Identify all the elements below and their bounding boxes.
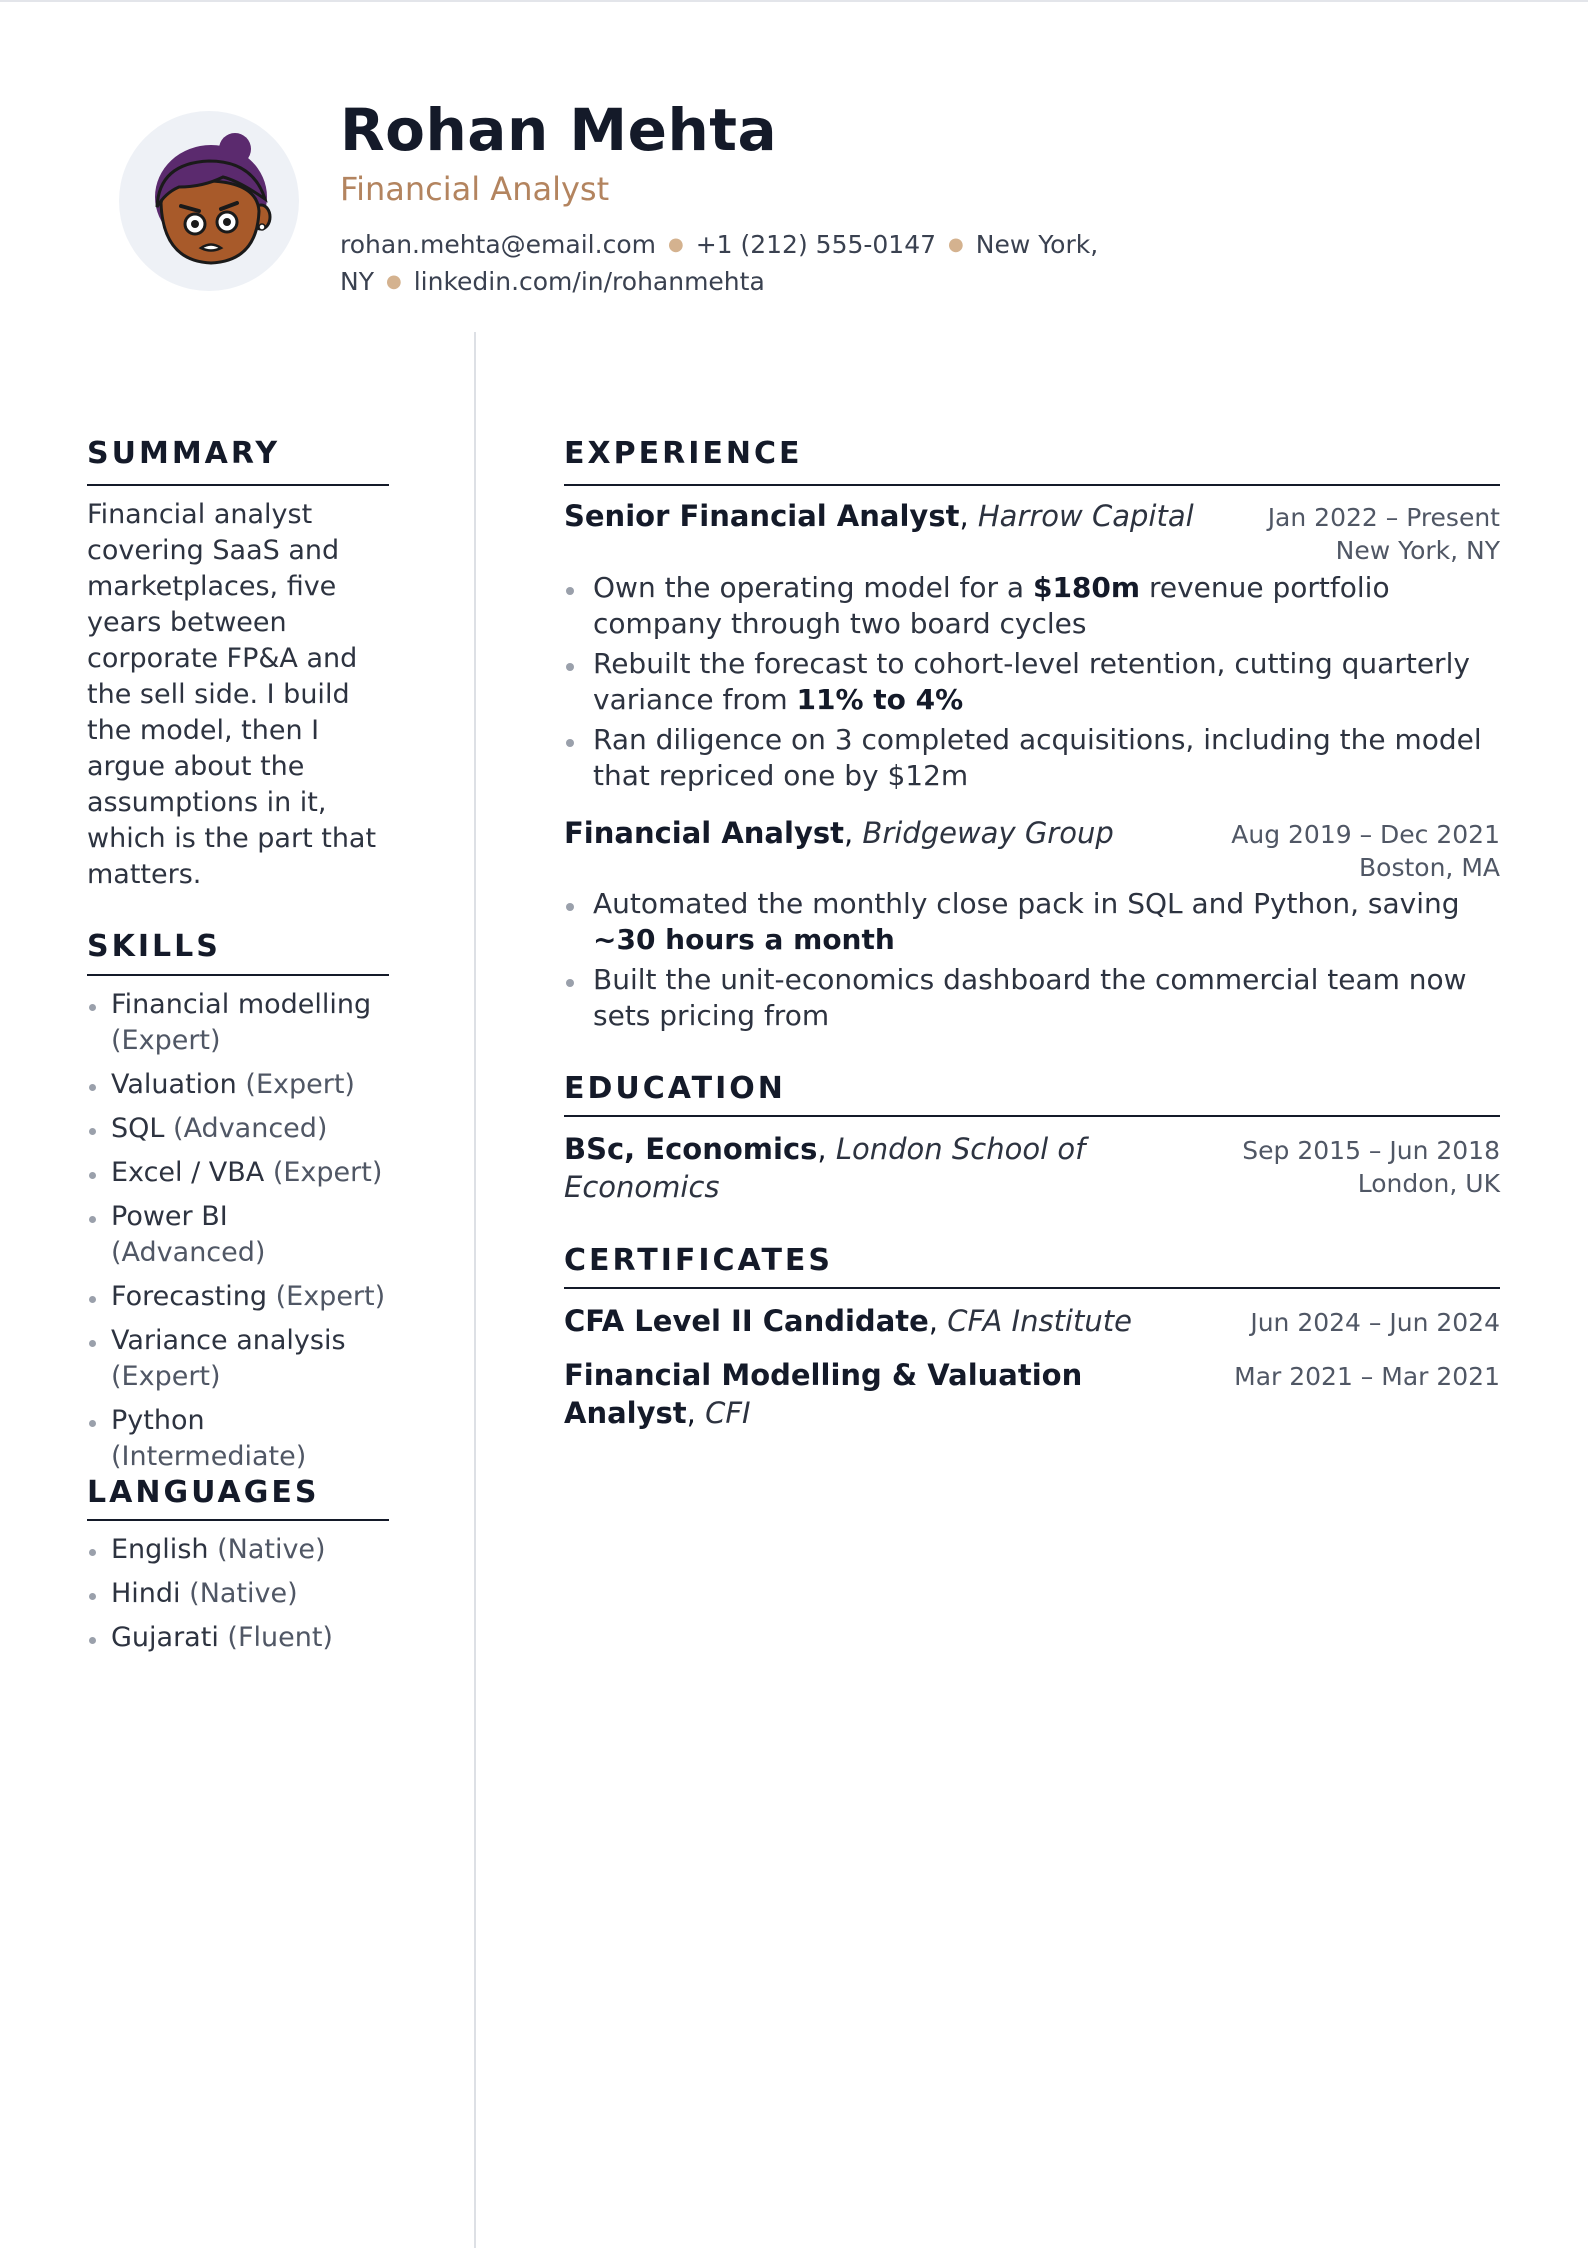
job-company: Bridgeway Group bbox=[862, 816, 1114, 850]
skill-item: Excel / VBA (Expert) bbox=[87, 1155, 389, 1191]
candidate-role: Financial Analyst bbox=[340, 170, 610, 208]
certificate-name: Financial Modelling & Valuation Analyst bbox=[564, 1358, 1083, 1430]
job-location: Boston, MA bbox=[1359, 853, 1500, 882]
certificate-title-line: CFA Level II Candidate, CFA Institute bbox=[564, 1304, 1132, 1338]
candidate-name: Rohan Mehta bbox=[340, 96, 778, 164]
certificate-issuer: CFA Institute bbox=[947, 1304, 1132, 1338]
job-title: Senior Financial Analyst bbox=[564, 499, 960, 533]
location-text: New York, NY bbox=[340, 230, 1099, 296]
job-company: Harrow Capital bbox=[977, 499, 1194, 533]
column-divider bbox=[474, 332, 476, 2248]
job-title: Financial Analyst bbox=[564, 816, 844, 850]
certificates-rule bbox=[564, 1287, 1500, 1289]
job-meta bbox=[1268, 501, 1500, 567]
certificate-issuer: CFI bbox=[705, 1396, 751, 1430]
job-title-line: Senior Financial Analyst, Harrow Capital bbox=[564, 499, 1194, 533]
contact-line bbox=[340, 228, 1100, 302]
education-school: London School of Economics bbox=[564, 1132, 1086, 1204]
job-bullet: Own the operating model for a $180m revenue portfolio company through two board cycles bbox=[564, 570, 1500, 642]
job-bullet: Rebuilt the forecast to cohort-level retention, cutting quarterly variance from 11% to 4% bbox=[564, 646, 1500, 718]
languages-rule bbox=[87, 1519, 389, 1521]
linkedin-link[interactable]: linkedin.com/in/rohanmehta bbox=[413, 267, 765, 296]
certificate-dates: Mar 2021 – Mar 2021 bbox=[1234, 1362, 1500, 1391]
skills-list-container bbox=[87, 987, 389, 1483]
education-rule bbox=[564, 1115, 1500, 1117]
job-bullets bbox=[564, 570, 1500, 798]
language-item: Hindi (Native) bbox=[87, 1576, 389, 1612]
top-rule bbox=[0, 0, 1588, 2]
experience-heading: EXPERIENCE bbox=[564, 436, 803, 471]
summary-heading: SUMMARY bbox=[87, 436, 281, 471]
cartoon-person-avatar-icon bbox=[119, 111, 299, 291]
phone-text: +1 (212) 555-0147 bbox=[695, 230, 937, 259]
job-location: New York, NY bbox=[1335, 536, 1500, 565]
skills-rule bbox=[87, 974, 389, 976]
education-meta bbox=[1242, 1134, 1500, 1200]
job-title-line: Financial Analyst, Bridgeway Group bbox=[564, 816, 1114, 850]
language-item: Gujarati (Fluent) bbox=[87, 1620, 389, 1656]
languages-heading: LANGUAGES bbox=[87, 1475, 320, 1510]
education-title-line: BSc, Economics, London School of Economics bbox=[564, 1132, 1086, 1204]
avatar bbox=[119, 111, 299, 291]
education-heading: EDUCATION bbox=[564, 1071, 786, 1106]
separator-dot-icon: ● bbox=[385, 271, 402, 292]
job-meta bbox=[1231, 818, 1500, 884]
job-bullet: Automated the monthly close pack in SQL and Python, saving ~30 hours a month bbox=[564, 886, 1500, 958]
email-link[interactable]: rohan.mehta@email.com bbox=[340, 230, 656, 259]
separator-dot-icon: ● bbox=[667, 234, 684, 255]
job-dates: Jan 2022 – Present bbox=[1267, 503, 1500, 532]
experience-rule bbox=[564, 484, 1500, 486]
summary-rule bbox=[87, 484, 389, 486]
skill-item: Power BI (Advanced) bbox=[87, 1199, 389, 1271]
languages-list bbox=[87, 1532, 389, 1656]
job-bullet: Built the unit-economics dashboard the commercial team now sets pricing from bbox=[564, 962, 1500, 1034]
skill-item: Forecasting (Expert) bbox=[87, 1279, 389, 1315]
education-location: London, UK bbox=[1357, 1169, 1500, 1198]
skill-item: SQL (Advanced) bbox=[87, 1111, 389, 1147]
job-bullet: Ran diligence on 3 completed acquisitions, including the model that repriced one by $12m bbox=[564, 722, 1500, 794]
job-bullets bbox=[564, 886, 1500, 1038]
separator-dot-icon: ● bbox=[948, 234, 964, 255]
skill-item: Financial modelling (Expert) bbox=[87, 987, 389, 1059]
languages-list-container bbox=[87, 1532, 389, 1664]
job-dates: Aug 2019 – Dec 2021 bbox=[1231, 820, 1500, 849]
skills-heading: SKILLS bbox=[87, 929, 221, 964]
skill-item: Python (Intermediate) bbox=[87, 1403, 389, 1475]
certificate-name: CFA Level II Candidate bbox=[564, 1304, 929, 1338]
education-dates: Sep 2015 – Jun 2018 bbox=[1242, 1136, 1500, 1165]
skills-list bbox=[87, 987, 389, 1475]
skill-item: Valuation (Expert) bbox=[87, 1067, 389, 1103]
certificates-heading: CERTIFICATES bbox=[564, 1243, 834, 1278]
skill-item: Variance analysis (Expert) bbox=[87, 1323, 389, 1395]
certificate-dates: Jun 2024 – Jun 2024 bbox=[1250, 1308, 1500, 1337]
education-degree: BSc, Economics bbox=[564, 1132, 818, 1166]
certificate-title-line: Financial Modelling & Valuation Analyst, CFI bbox=[564, 1358, 1083, 1430]
language-item: English (Native) bbox=[87, 1532, 389, 1568]
summary-text: Financial analyst covering SaaS and marketplaces, five years between corporate FP&A and the sell side. I build the model, then I argue about the assumptions in it, which is the part that matters. bbox=[87, 499, 377, 890]
